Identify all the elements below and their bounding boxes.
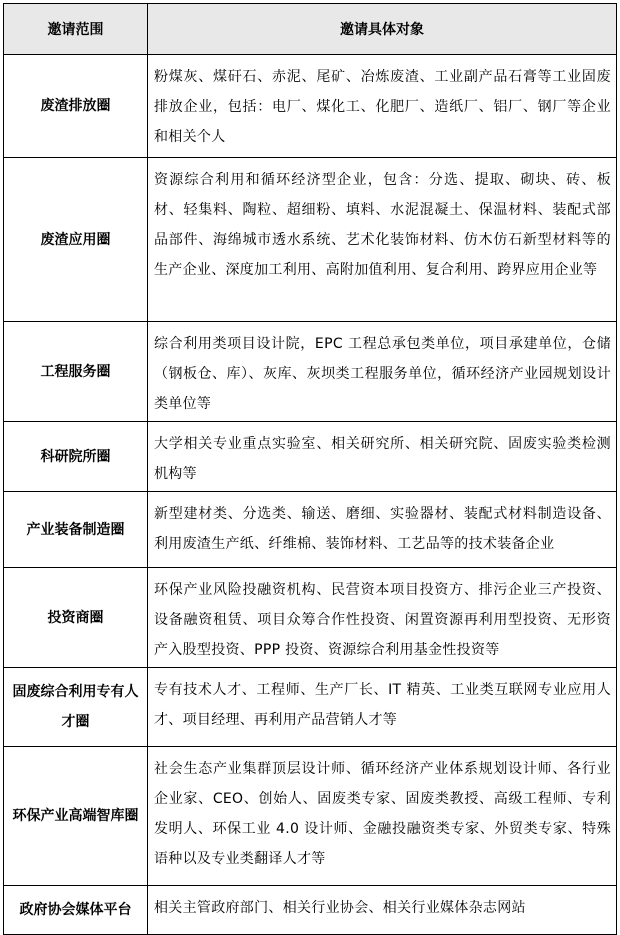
row-category: 工程服务圈 bbox=[4, 322, 148, 422]
table-row bbox=[4, 158, 617, 322]
row-description: 资源综合利用和循环经济型企业，包含：分选、提取、砌块、砖、板材、轻集料、陶粒、超细粉、填料、水泥混凝土、保温材料、装配式部品部件、海绵城市透水系统、艺术化装饰材料、仿木仿石新型材料等的生产企业、深度加工利用、高附加值利用、复合利用、跨界应用企业等 bbox=[148, 158, 617, 322]
row-category: 产业装备制造圈 bbox=[4, 492, 148, 568]
header-targets: 邀请具体对象 bbox=[148, 4, 617, 55]
row-description: 相关主管政府部门、相关行业协会、相关行业媒体杂志网站 bbox=[148, 886, 617, 935]
table-row bbox=[4, 886, 617, 935]
row-category: 科研院所圈 bbox=[4, 422, 148, 492]
row-description: 大学相关专业重点实验室、相关研究所、相关研究院、固废实验类检测机构等 bbox=[148, 422, 617, 492]
row-category: 废渣应用圈 bbox=[4, 158, 148, 322]
row-description: 粉煤灰、煤矸石、赤泥、尾矿、冶炼废渣、工业副产品石膏等工业固废排放企业，包括：电厂、煤化工、化肥厂、造纸厂、铝厂、钢厂等企业和相关个人 bbox=[148, 55, 617, 158]
table-row bbox=[4, 322, 617, 422]
row-description: 新型建材类、分选类、输送、磨细、实验器材、装配式材料制造设备、利用废渣生产纸、纤维棉、装饰材料、工艺品等的技术装备企业 bbox=[148, 492, 617, 568]
table-row bbox=[4, 422, 617, 492]
row-category: 环保产业高端智库圈 bbox=[4, 747, 148, 886]
table-row bbox=[4, 492, 617, 568]
row-category: 固废综合利用专有人才圈 bbox=[4, 668, 148, 747]
row-category: 政府协会媒体平台 bbox=[4, 886, 148, 935]
table-row bbox=[4, 668, 617, 747]
row-description: 综合利用类项目设计院，EPC 工程总承包类单位，项目承建单位，仓储（钢板仓、库）、灰库、灰坝类工程服务单位，循环经济产业园规划设计类单位等 bbox=[148, 322, 617, 422]
table-header-row bbox=[4, 4, 617, 55]
header-scope: 邀请范围 bbox=[4, 4, 148, 55]
row-description: 专有技术人才、工程师、生产厂长、IT 精英、工业类互联网专业应用人才、项目经理、再利用产品营销人才等 bbox=[148, 668, 617, 747]
row-category: 废渣排放圈 bbox=[4, 55, 148, 158]
table-row bbox=[4, 747, 617, 886]
row-category: 投资商圈 bbox=[4, 568, 148, 668]
invitation-table bbox=[3, 3, 617, 935]
table-row bbox=[4, 568, 617, 668]
table-row bbox=[4, 55, 617, 158]
row-description: 环保产业风险投融资机构、民营资本项目投资方、排污企业三产投资、设备融资租赁、项目众筹合作性投资、闲置资源再利用型投资、无形资产入股型投资、PPP 投资、资源综合利用基金性投资等 bbox=[148, 568, 617, 668]
row-description: 社会生态产业集群顶层设计师、循环经济产业体系规划设计师、各行业企业家、CEO、创始人、固废类专家、固废类教授、高级工程师、专利发明人、环保工业 4.0 设计师、金融投融资类专家、外贸类专家、特殊语种以及专业类翻译人才等 bbox=[148, 747, 617, 886]
